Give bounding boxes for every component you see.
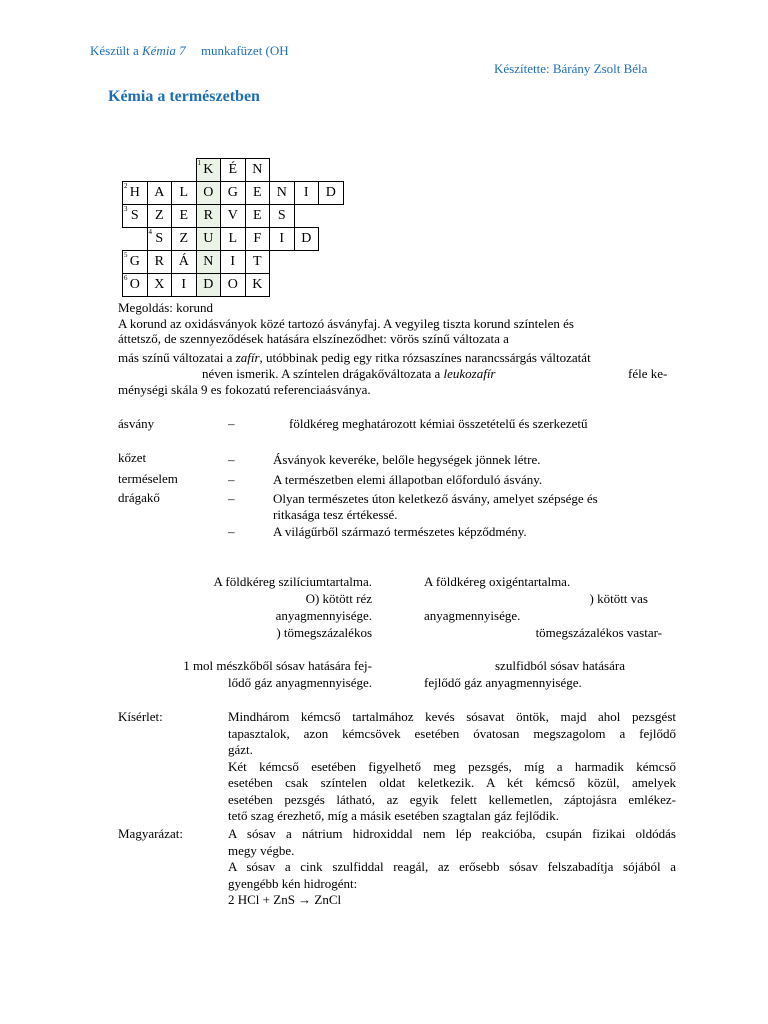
- def-text: A természetben elemi állapotban előforduló ásvány.: [273, 472, 543, 487]
- paragraph-line: ménységi skála 9 es fokozatú referenciaásványa.: [118, 382, 371, 397]
- compare-right: szulfidból sósav hatására: [495, 658, 625, 673]
- def-text: ritkasága tesz értékessé.: [273, 507, 398, 522]
- crossword-cell: [269, 227, 295, 251]
- crossword-cell: [220, 250, 246, 274]
- crossword-cell: [318, 181, 344, 205]
- body-line: gyengébb kén hidrogént:: [228, 875, 358, 891]
- crossword-cell: [196, 204, 222, 228]
- crossword-letter: I: [230, 254, 236, 269]
- body-line: esetében pezsgés látható, az egyik felett kellemetlen, záptojásra emlékez-: [228, 791, 676, 807]
- crossword-letter: K: [252, 277, 263, 292]
- compare-left: O) kötött réz: [305, 591, 372, 606]
- header-book: Kémia 7: [141, 43, 186, 58]
- crossword-letter: O: [227, 277, 238, 292]
- crossword-letter: I: [181, 277, 187, 292]
- body-line: 2 HCl + ZnS → ZnCl: [228, 892, 342, 907]
- paragraph-fragment: féle ke-: [628, 366, 668, 381]
- crossword-letter: I: [279, 231, 285, 246]
- crossword-cell: [122, 273, 148, 297]
- crossword-cell: [245, 204, 271, 228]
- crossword-letter: I: [303, 185, 309, 200]
- crossword-cell: [220, 181, 246, 205]
- crossword-letter: O: [203, 185, 214, 200]
- crossword-letter: T: [252, 254, 262, 269]
- header-author: Készítette: Bárány Zsolt Béla: [494, 61, 648, 76]
- experiment-label: Kísérlet:: [118, 709, 163, 724]
- compare-right: A földkéreg oxigéntartalma.: [424, 574, 571, 589]
- def-dash: –: [228, 416, 235, 431]
- paragraph-fragment: néven ismerik. A színtelen drágakőváltozata a: [202, 366, 444, 381]
- crossword-cell: [196, 250, 222, 274]
- crossword-letter: H: [129, 185, 140, 200]
- paragraph-line: [118, 350, 591, 365]
- paragraph-fragment: leukozafír: [443, 366, 496, 381]
- compare-right: tömegszázalékos vastar-: [535, 625, 662, 640]
- crossword-letter: L: [228, 231, 238, 246]
- crossword-letter: O: [129, 277, 140, 292]
- crossword-letter: Z: [179, 231, 189, 246]
- experiment-body: [228, 709, 676, 825]
- body-line: esetében csak színtelen oldat keletkezik. A két kémcső közül, amelyek: [228, 775, 676, 790]
- crossword-letter: N: [203, 254, 214, 269]
- crossword-cell: [171, 204, 197, 228]
- crossword-cell: [171, 273, 197, 297]
- crossword-number: 6: [124, 274, 128, 282]
- crossword-letter: Á: [178, 254, 189, 269]
- crossword-letter: N: [252, 162, 263, 177]
- def-term: terméselem: [118, 471, 178, 486]
- compare-right: anyagmennyisége.: [424, 608, 521, 623]
- paragraph-line: A korund az oxidásványok közé tartozó ásványfaj. A vegyileg tiszta korund színtelen és: [118, 316, 574, 331]
- crossword-letter: R: [154, 254, 164, 269]
- compare-left: ) tömegszázalékos: [276, 625, 372, 640]
- crossword-cell: [220, 273, 246, 297]
- crossword-cell: [220, 158, 246, 182]
- crossword-cell: [245, 181, 271, 205]
- crossword-letter: R: [203, 208, 213, 223]
- paragraph-line: [202, 366, 496, 381]
- crossword-number: 5: [124, 251, 128, 259]
- crossword-letter: E: [252, 208, 262, 223]
- crossword-cell: [196, 181, 222, 205]
- crossword-letter: D: [301, 231, 312, 246]
- crossword-cell: [171, 227, 197, 251]
- crossword-letter: K: [203, 162, 214, 177]
- def-text: Ásványok keveréke, belőle hegységek jönnek létre.: [273, 452, 541, 467]
- crossword-letter: N: [276, 185, 287, 200]
- crossword-letter: S: [130, 208, 139, 223]
- def-dash: –: [228, 524, 235, 539]
- crossword-cell: [269, 204, 295, 228]
- crossword-cell: [245, 250, 271, 274]
- paragraph-line: áttetsző, de szennyeződések hatására elszíneződhet: vörös színű változata a: [118, 331, 509, 346]
- crossword-number: 2: [124, 182, 128, 190]
- crossword-number: 3: [124, 205, 128, 213]
- crossword-letter: F: [253, 231, 262, 246]
- crossword-number: 1: [197, 159, 201, 167]
- def-term: ásvány: [118, 416, 155, 431]
- crossword-cell: [147, 250, 173, 274]
- compare-left: A földkéreg szilíciumtartalma.: [213, 574, 372, 589]
- def-dash: –: [228, 452, 235, 467]
- body-line: tető szag érezhető, míg a másik esetében szagtalan gáz fejlődik.: [228, 808, 559, 823]
- crossword-cell: [294, 181, 320, 205]
- crossword-letter: V: [227, 208, 238, 223]
- explanation-label: Magyarázat:: [118, 826, 183, 841]
- crossword-cell: [122, 181, 148, 205]
- body-line: megy végbe.: [228, 842, 295, 858]
- crossword-cell: [147, 273, 173, 297]
- crossword-cell: [245, 158, 271, 182]
- crossword-cell: [269, 181, 295, 205]
- compare-left: lődő gáz anyagmennyisége.: [227, 675, 372, 690]
- solution-label: Megoldás: korund: [118, 300, 213, 315]
- crossword-cell: [220, 204, 246, 228]
- crossword-cell: [220, 227, 246, 251]
- crossword-letter: Z: [154, 208, 164, 223]
- crossword-letter: A: [154, 185, 165, 200]
- compare-right: ) kötött vas: [589, 591, 648, 606]
- crossword-cell: [245, 227, 271, 251]
- paragraph-fragment: más színű változatai a: [118, 350, 236, 365]
- def-term: kőzet: [118, 450, 147, 465]
- body-line: Két kémcső esetében figyelhető meg pezsgés, míg a harmadik kémcső: [228, 758, 676, 774]
- crossword-letter: D: [325, 185, 336, 200]
- crossword-letter: E: [179, 208, 189, 223]
- paragraph-fragment: , utóbbinak pedig egy ritka rózsaszínes narancssárgás változatát: [259, 350, 591, 365]
- body-line: tapasztalok, azon kémcsövek esetében óvatosan megszagolom a fejlődő: [228, 725, 676, 741]
- body-line: A sósav a nátrium hidroxiddal nem lép reakcióba, csupán fizikai oldódás: [228, 826, 676, 841]
- header-prefix: Készült a: [90, 43, 142, 58]
- crossword-number: 4: [148, 228, 152, 236]
- crossword-cell: [147, 204, 173, 228]
- page-title: Kémia a természetben: [108, 88, 260, 105]
- crossword-letter: L: [179, 185, 189, 200]
- def-term: drágakő: [118, 490, 160, 505]
- crossword-letter: S: [155, 231, 164, 246]
- crossword-letter: U: [203, 231, 214, 246]
- crossword-letter: D: [203, 277, 214, 292]
- body-line: A sósav a cink szulfiddal reagál, az erősebb sósav felszabadítja sójából a: [228, 859, 676, 874]
- crossword-letter: G: [227, 185, 238, 200]
- compare-left: 1 mol mészkőből sósav hatására fej-: [183, 658, 372, 673]
- crossword-letter: É: [228, 162, 238, 177]
- crossword-cell: [171, 181, 197, 205]
- crossword-letter: E: [252, 185, 262, 200]
- def-text: A világűrből származó természetes képződmény.: [273, 524, 527, 539]
- crossword-letter: G: [129, 254, 140, 269]
- crossword-cell: [245, 273, 271, 297]
- def-text: Olyan természetes úton keletkező ásvány, amelyet szépsége és: [273, 491, 598, 506]
- crossword-cell: [196, 273, 222, 297]
- explanation-body: [228, 826, 676, 909]
- crossword-letter: X: [154, 277, 165, 292]
- body-line: gázt.: [228, 742, 253, 757]
- crossword-cell: [147, 181, 173, 205]
- crossword-letter: S: [277, 208, 286, 223]
- def-dash: –: [228, 491, 235, 506]
- crossword-cell: [196, 227, 222, 251]
- def-dash: –: [228, 472, 235, 487]
- crossword-cell: [171, 250, 197, 274]
- body-line: Mindhárom kémcső tartalmához kevés sósavat öntök, majd ahol pezsgést: [228, 709, 676, 724]
- paragraph-fragment: zafír: [235, 350, 260, 365]
- header-suffix: munkafüzet (OH: [200, 43, 289, 58]
- crossword-cell: [147, 227, 173, 251]
- def-text: földkéreg meghatározott kémiai összetételű és szerkezetű: [289, 416, 588, 431]
- crossword-cell: [122, 250, 148, 274]
- crossword-cell: [294, 227, 320, 251]
- crossword-cell: [196, 158, 222, 182]
- crossword: [0, 0, 768, 300]
- compare-left: anyagmennyisége.: [275, 608, 372, 623]
- crossword-cell: [122, 204, 148, 228]
- compare-right: fejlődő gáz anyagmennyisége.: [424, 675, 582, 690]
